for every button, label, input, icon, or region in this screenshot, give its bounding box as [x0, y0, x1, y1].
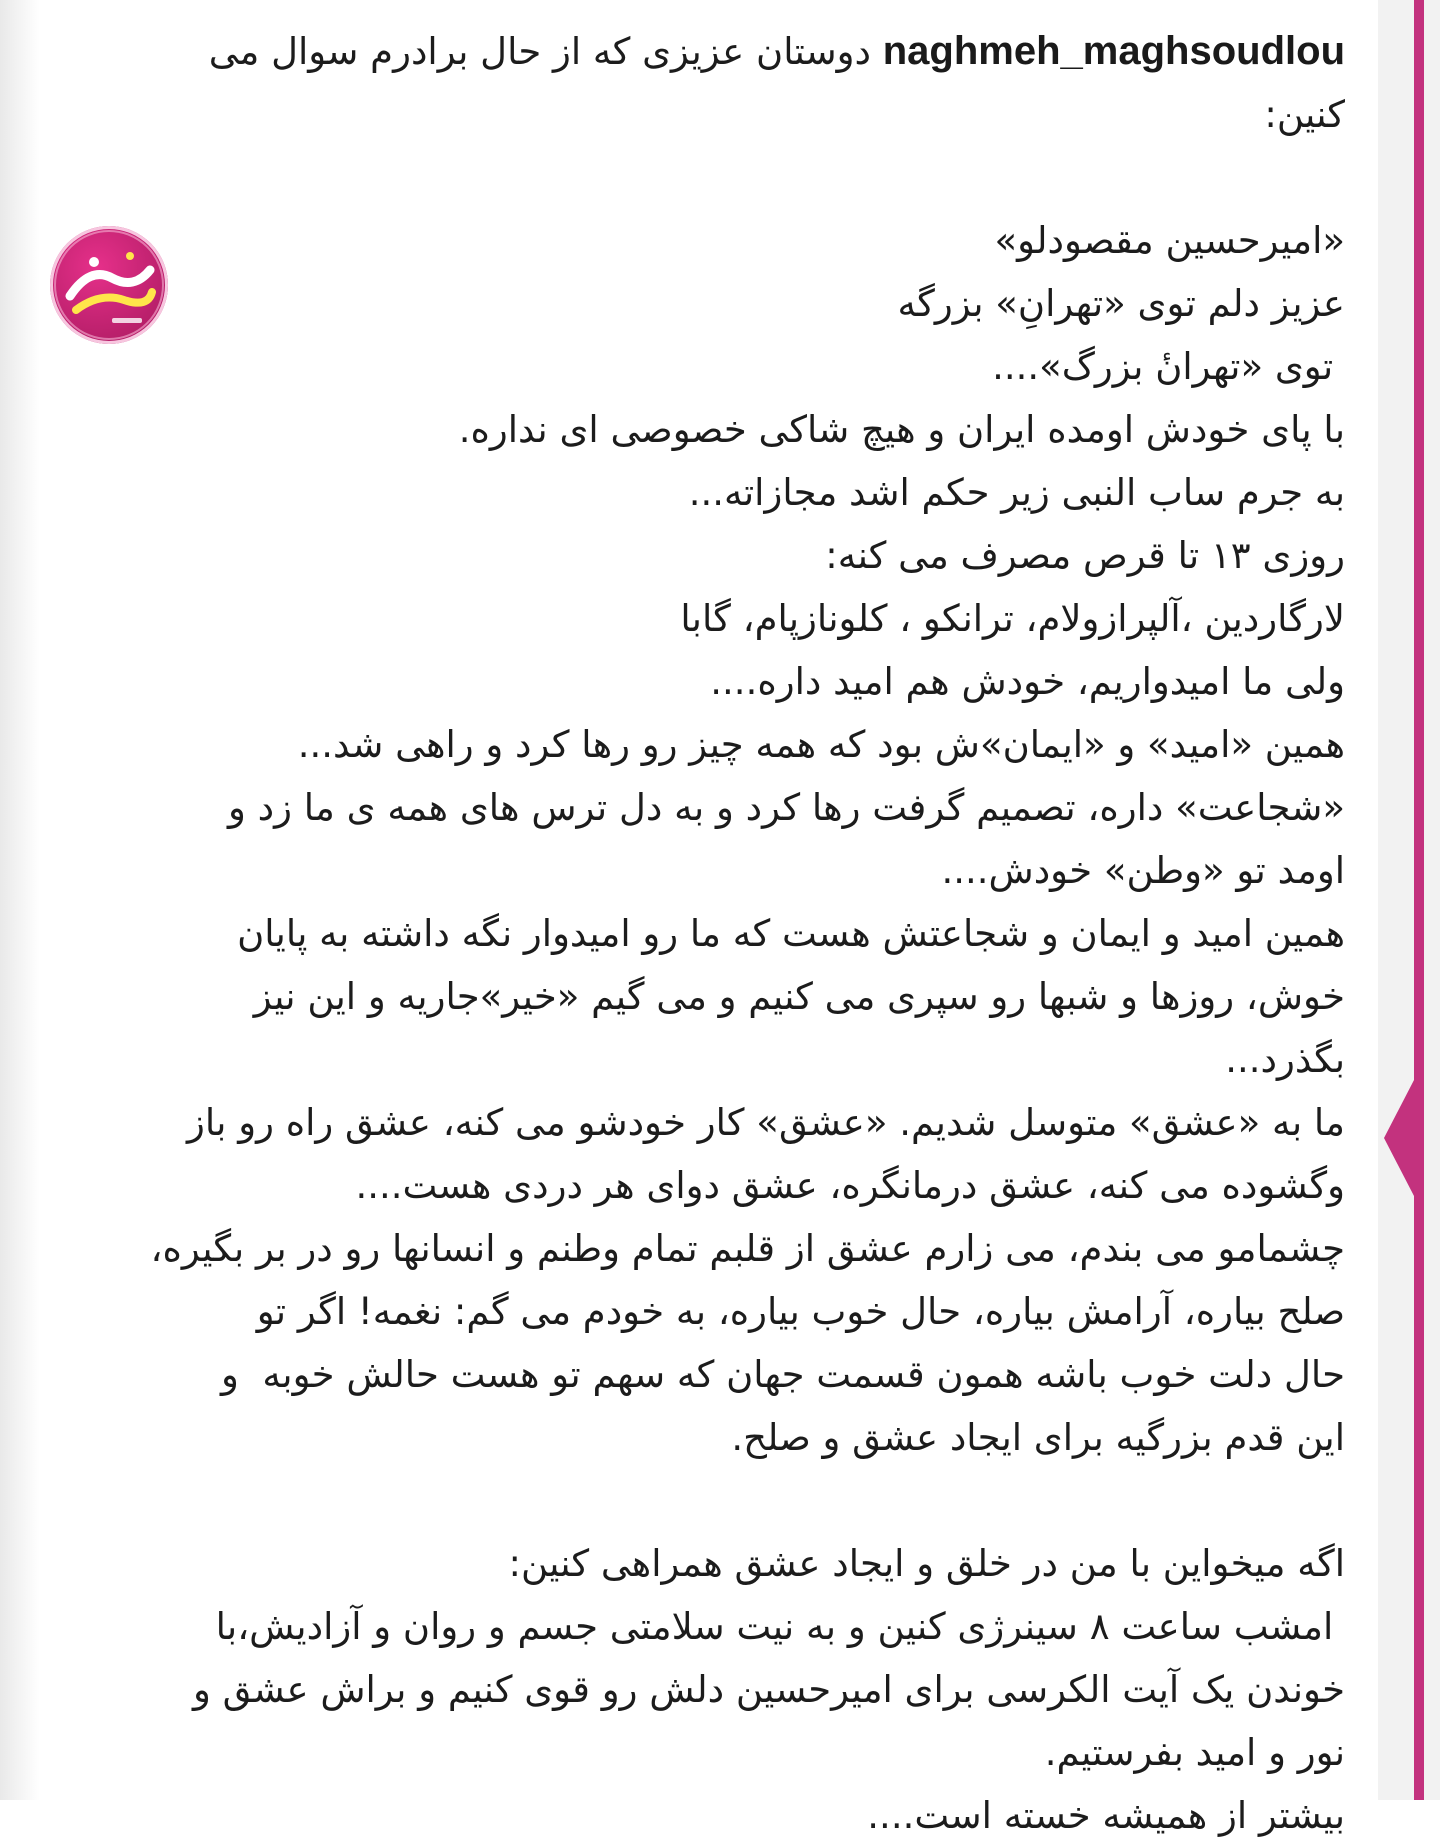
- caption-line: بگذرد...: [1225, 1038, 1345, 1081]
- caption-line: «امیرحسین مقصودلو»: [994, 219, 1345, 262]
- username-link[interactable]: naghmeh_maghsoudlou: [882, 29, 1345, 73]
- caption-line: توی «تهرانٔ بزرگ»....: [992, 345, 1345, 388]
- caption-line: با پای خودش اومده ایران و هیچ شاکی خصوصی ای نداره.: [458, 408, 1345, 451]
- left-shadow: [0, 0, 40, 1800]
- caption-line: [120, 1469, 1345, 1532]
- caption-line: همین امید و ایمان و شجاعتش هست که ما رو امیدوار نگه داشته به پایان: [237, 912, 1345, 955]
- caption-first-line: [120, 20, 1345, 146]
- right-margin-panel: [1378, 0, 1440, 1800]
- caption-line: ولی ما امیدواریم، خودش هم امید داره....: [710, 660, 1345, 703]
- caption-line: حال دلت خوب باشه همون قسمت جهان که سهم تو هست حالش خوبه و: [221, 1353, 1345, 1396]
- caption-line: اومد تو «وطن» خودش....: [941, 849, 1345, 892]
- caption-line: بیشتر از همیشه خسته است....: [867, 1794, 1345, 1837]
- accent-divider-line: [1414, 0, 1424, 1800]
- post-caption: [120, 20, 1345, 1847]
- caption-line: «شجاعت» داره، تصمیم گرفت رها کرد و به دل ترس های همه ی ما زد و: [228, 786, 1345, 829]
- accent-divider-notch: [1384, 1080, 1414, 1196]
- caption-line: خوش، روزها و شبها رو سپری می کنیم و می گیم «خیر»جاریه و این نیز: [253, 975, 1345, 1018]
- caption-line: لارگاردین ،آلپرازولام، ترانکو ، کلونازپام، گابا: [680, 597, 1345, 640]
- caption-line: ما به «عشق» متوسل شدیم. «عشق» کار خودشو می کنه، عشق راه رو باز: [187, 1101, 1345, 1144]
- caption-line: همین «امید» و «ایمان»ش بود که همه چیز رو رها کرد و راهی شد...: [297, 723, 1345, 766]
- caption-intro: دوستان عزیزی که از حال برادرم سوال می کنین:: [208, 30, 1345, 136]
- caption-line: این قدم بزرگیه برای ایجاد عشق و صلح.: [731, 1416, 1345, 1459]
- caption-line: صلح بیاره، آرامش بیاره، حال خوب بیاره، به خودم می گم: نغمه! اگر تو: [256, 1290, 1345, 1333]
- caption-line: به جرم ساب النبی زیر حکم اشد مجازاته...: [688, 471, 1345, 514]
- caption-line: وگشوده می کنه، عشق درمانگره، عشق دوای هر دردی هست....: [355, 1164, 1345, 1207]
- caption-line: [120, 146, 1345, 209]
- caption-line: اگه میخواین با من در خلق و ایجاد عشق همراهی کنین:: [508, 1542, 1345, 1585]
- caption-line: عزیز دلم توی «تهرانِ» بزرگه: [897, 282, 1345, 325]
- caption-line: خوندن یک آیت الکرسی برای امیرحسین دلش رو قوی کنیم و براش عشق و: [192, 1668, 1345, 1711]
- caption-line: نور و امید بفرستیم.: [1044, 1731, 1345, 1774]
- caption-line: چشمامو می بندم، می زارم عشق از قلبم تمام وطنم و انسانها رو در بر بگیره،: [150, 1227, 1345, 1270]
- caption-line: روزی ۱۳ تا قرص مصرف می کنه:: [825, 534, 1345, 577]
- caption-line: امشب ساعت ۸ سینرژی کنین و به نیت سلامتی جسم و روان و آزادیش،با: [215, 1605, 1345, 1648]
